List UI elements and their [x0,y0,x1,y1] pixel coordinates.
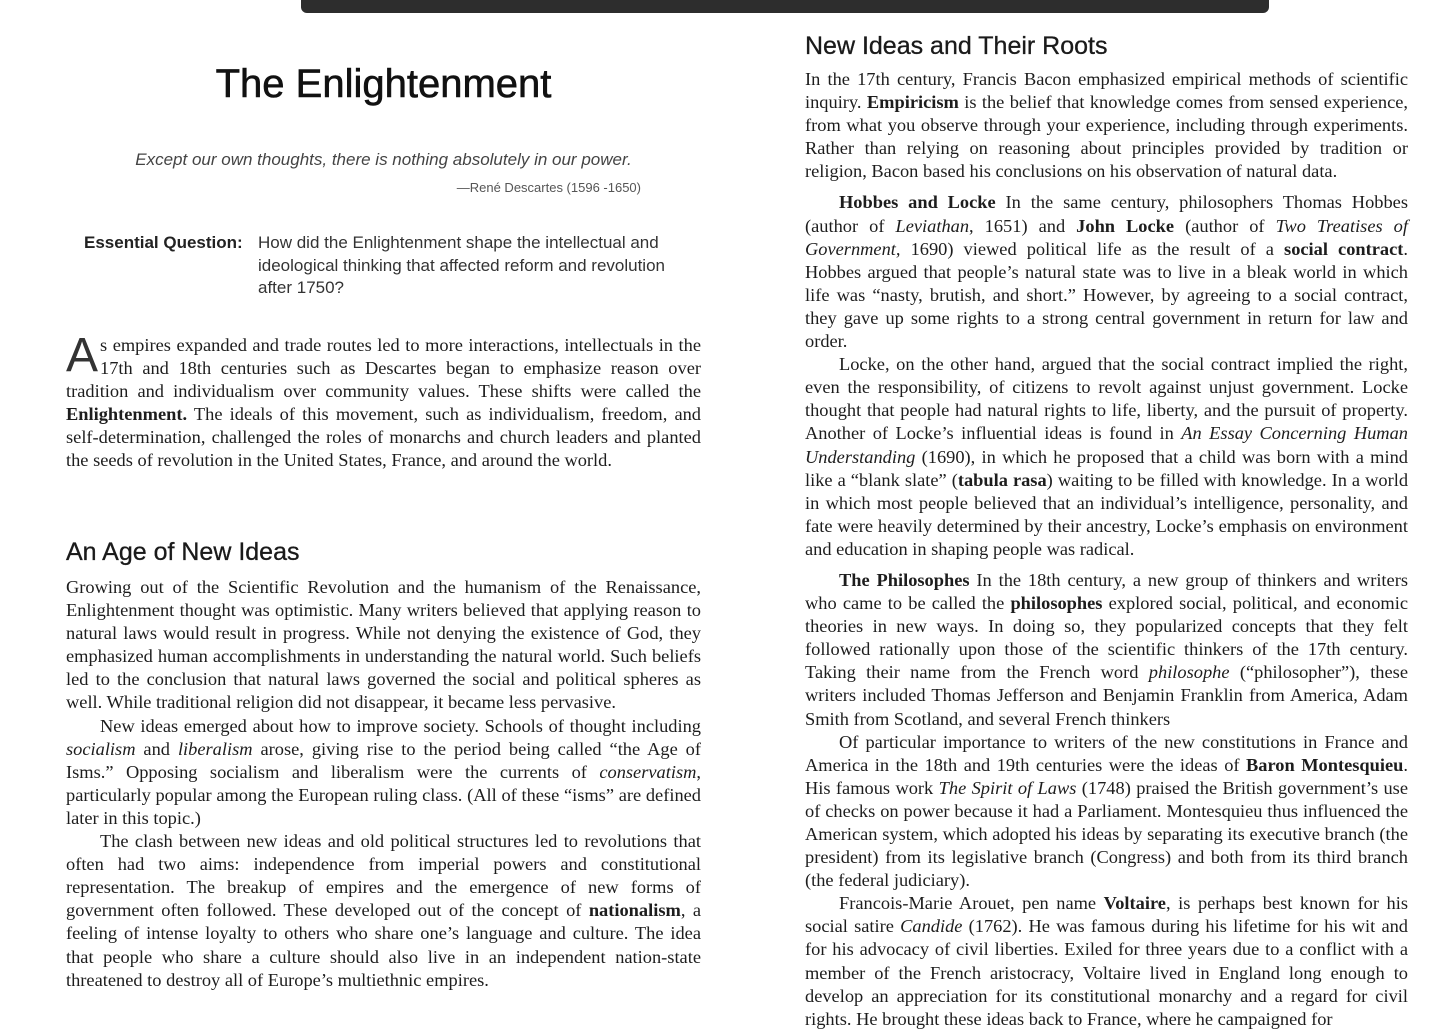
left-column [66,329,701,473]
essential-question [84,232,704,300]
text-run: . His famous work [805,754,1408,798]
text-run: explored social, political, and economic theories in new ways. In doing so, they popularized concepts that they felt followed rationally upon those of the scientific thinkers of the 17th century. Taking their name from the French word [805,593,1408,683]
text-run: is the belief that knowledge comes from sensed experience, from what you observe through your experience, including through experiments. Rather than relying on reasoning about principles provided by tradition or religion, Bacon based his conclusions on his observation of natural data. [805,92,1409,182]
term-john-locke: John Locke [1076,215,1175,236]
term-voltaire: Voltaire [1103,893,1166,914]
essential-question-text: How did the Enlightenment shape the intellectual and ideological thinking that affected reform and revolution after 1750? [258,233,665,297]
text-run: , particularly popular among the European ruling class. (All of these “isms” are defined later in this topic.) [66,761,701,828]
intro-text-cont: The ideals of this movement, such as individualism, freedom, and self-determination, challenged the roles of monarchs and church leaders and planted the seeds of revolution in the United States, France, and around the world. [66,404,701,471]
paragraph [66,715,701,830]
title-leviathan: Leviathan [895,215,970,236]
paragraph [805,892,1408,1031]
paragraph [805,731,1408,893]
text-run: The clash between new ideas and old political structures led to revolutions that often had two aims: independence from imperial powers and constitutional representation. The breakup of empires and the emergence of new forms of government often followed. These developed out of the concept of [66,831,701,921]
paragraph [805,569,1408,731]
term-enlightenment: Enlightenment. [66,404,188,425]
intro-text: s empires expanded and trade routes led to more interactions, intellectuals in the 17th and 18th centuries such as Descartes began to emphasize reason over tradition and individualism over community values. These shifts were called the [66,335,701,402]
drop-cap: A [66,329,99,382]
left-column-body [66,576,701,992]
term-tabula-rasa: tabula rasa [957,469,1047,490]
paragraph [805,353,1408,561]
paragraph [805,191,1408,353]
term-montesquieu: Baron Montesquieu [1246,754,1404,775]
text-run: , is perhaps best known for his social satire [805,893,1408,937]
title-essay-human-understanding: An Essay Concerning Human Understanding [805,423,1408,467]
title-candide: Candide [900,916,963,937]
text-run: , a feeling of intense loyalty to others who share one’s language and culture. The idea that people who share a culture should also live in an independent nation-state threatened to destroy all of Europe’s multiethnic empires. [66,900,702,990]
right-column-body [805,68,1408,1031]
paragraph: Growing out of the Scientific Revolution and the humanism of the Renaissance, Enlightenment thought was optimistic. Many writers believed that applying reason to natural laws would result in progress. While not denying the existence of God, they emphasized human accomplishments in understanding the natural world. Such beliefs led to the conclusion that natural laws governed the social and political spheres as well. While traditional religion did not disappear, it became less pervasive. [66,577,701,713]
intro-paragraph [66,329,701,473]
text-run: Of particular importance to writers of the new constitutions in France and America in the 18th and 19th centuries were the ideas of [805,731,1408,775]
subheading-philosophes: The Philosophes [839,569,970,590]
section-heading-new-ideas-roots: New Ideas and Their Roots [805,32,1108,60]
text-run: (1748) praised the British government’s use of checks on power because it had a Parliament. Montesquieu thus influenced the American system, which adopted his ideas by separating its executive branch (the president) from its legislative branch (Congress) and both from its third branch (the federal judiciary). [805,777,1408,891]
term-nationalism: nationalism [588,900,681,921]
text-run: Francois-Marie Arouet, pen name [839,893,1104,914]
text-run: 1690) viewed political life as the result of a [900,238,1285,259]
term-liberalism: liberalism [177,738,253,759]
text-run: arose, giving rise to the period being called “the Age of Isms.” Opposing socialism and liberalism were the currents of [66,738,701,782]
term-empiricism: Empiricism [866,92,959,113]
section-heading-age-of-new-ideas: An Age of New Ideas [66,538,300,566]
text-run: (1762). He was famous during his lifetime for his wit and for his advocacy of civil liberties. Exiled for three years due to a conflict with a member of the French aristocracy, Voltaire lived in England long enough to develop an appreciation for its constitutional monarchy and a regard for civil rights. He brought these ideas back to France, where he campaigned for [805,916,1408,1029]
text-run: (“philosopher”), these writers included Thomas Jefferson and Benjamin Franklin from America, Adam Smith from Scotland, and several French thinkers [805,662,1408,729]
term-social-contract: social contract [1284,238,1404,259]
text-run: (author of [1174,215,1276,236]
text-run: Locke, on the other hand, argued that the social contract implied the right, even the responsibility, of citizens to revolt against unjust government. Locke thought that people had natural rights to life, liberty, and the pursuit of property. Another of Locke’s influential ideas is found in [805,354,1408,444]
term-socialism: socialism [66,738,136,759]
title-spirit-of-laws: The Spirit of Laws [938,777,1077,798]
term-philosophe: philosophe [1148,662,1230,683]
text-run: In the same century, philosophers Thomas Hobbes (author of [805,192,1408,236]
text-run: . Hobbes argued that people’s natural state was to live in a bleak world in which life was “nasty, brutish, and short.” However, by agreeing to a social contract, they gave up some rights to a strong central government in return for law and order. [805,238,1409,352]
text-run: and [135,738,178,759]
window-top-bar [301,0,1269,13]
text-run: New ideas emerged about how to improve society. Schools of thought including [100,715,701,736]
essential-question-label: Essential Question: [84,233,243,252]
paragraph [66,830,701,992]
text-run: In the 17th century, Francis Bacon emphasized empirical methods of scientific inquiry. [805,69,1408,113]
term-conservatism: conservatism [599,761,697,782]
text-run: , 1651) and [969,215,1077,236]
text-run: (1690), in which he proposed that a child was born with a mind like a “blank slate” ( [805,446,1408,490]
text-run: In the 18th century, a new group of thinkers and writers who came to be called the [805,569,1408,614]
epigraph-quote: Except our own thoughts, there is nothing absolutely in our power. [135,150,632,169]
paragraph [805,68,1408,183]
epigraph-attribution: —René Descartes (1596 -1650) [456,180,641,195]
text-run: ) waiting to be filled with knowledge. In a world in which most people believed that an individual’s intelligence, personality, and fate were heavily determined by their ancestry, Locke’s emphasis on environment and education in shaping people was radical. [805,469,1409,559]
subheading-hobbes-locke: Hobbes and Locke [839,192,996,213]
term-philosophes: philosophes [1010,593,1103,614]
title-two-treatises: Two Treatises of Government, [805,215,1408,259]
page-title: The Enlightenment [215,62,552,106]
